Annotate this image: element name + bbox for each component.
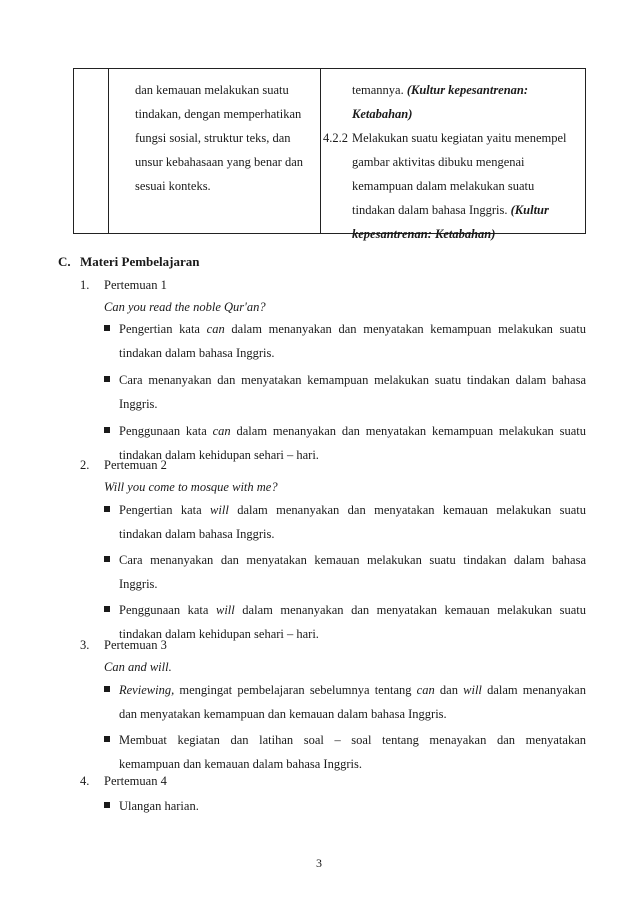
meeting-subtitle: Can you read the noble Qur'an? xyxy=(104,300,266,314)
list-item xyxy=(104,728,586,776)
section-letter: C. xyxy=(58,254,71,269)
bullet-text: dan menyatakan kemampuan dan kemauan dalam bahasa Inggris. xyxy=(119,707,447,721)
list-item xyxy=(104,548,586,596)
bullet-list xyxy=(104,498,586,646)
table-text: tindakan dalam bahasa Inggris. xyxy=(352,203,511,217)
section-title: Materi Pembelajaran xyxy=(80,254,200,269)
bullet-text: dalam menanyakan dan menyatakan kemampuan melakukan suatu xyxy=(224,322,586,336)
keyword: can xyxy=(416,683,435,697)
bullet-text: Penggunaan kata xyxy=(119,603,216,617)
meeting-subtitle: Will you come to mosque with me? xyxy=(104,480,278,494)
bullet-text: Ulangan harian. xyxy=(119,799,199,813)
bullet-text: Pengertian kata xyxy=(119,503,211,517)
table-line: kemampuan dalam melakukan suatu xyxy=(352,179,535,193)
keyword: will xyxy=(216,603,235,617)
page-number: 3 xyxy=(316,856,322,870)
culture-note: (Kultur kepesantrenan: xyxy=(406,83,529,97)
bullet-list xyxy=(104,317,586,467)
bullet-text: Inggris. xyxy=(119,577,158,591)
table-line: unsur kebahasaan yang benar dan xyxy=(135,155,303,169)
keyword: can xyxy=(212,424,231,438)
table-line: dan kemauan melakukan suatu xyxy=(135,83,289,97)
bullet-text: Penggunaan kata xyxy=(119,424,213,438)
table-line xyxy=(323,126,567,150)
indicator-code: 4.2.2 xyxy=(323,131,348,145)
table-line xyxy=(352,198,567,222)
bullet-text: tindakan dalam bahasa Inggris. xyxy=(119,527,275,541)
bullet-text: Membuat kegiatan dan latihan soal – soal tentang menayakan dan menyatakan xyxy=(119,733,586,747)
list-item xyxy=(104,498,586,546)
bullet-text: Cara menanyakan dan menyatakan kemauan melakukan suatu tindakan dalam bahasa xyxy=(119,553,586,567)
list-item xyxy=(104,419,586,467)
keyword: Reviewing, xyxy=(119,683,175,697)
bullet-text: dalam menanyakan dan menyatakan kemauan melakukan suatu xyxy=(234,603,586,617)
bullet-text: Inggris. xyxy=(119,397,158,411)
table-divider xyxy=(108,69,109,233)
list-item xyxy=(104,598,586,646)
meeting-subtitle: Can and will. xyxy=(104,660,172,674)
list-item xyxy=(104,678,586,726)
list-item xyxy=(104,317,586,365)
keyword: will xyxy=(210,503,229,517)
list-item xyxy=(104,368,586,416)
table-cell-right xyxy=(323,78,567,246)
table-cell-middle xyxy=(135,78,303,198)
table-text: temannya. xyxy=(352,83,407,97)
bullet-text: Pengertian kata xyxy=(119,322,207,336)
culture-note: (Kultur xyxy=(510,203,549,217)
bullet-text: kemampuan dan kemauan dalam bahasa Inggris. xyxy=(119,757,362,771)
keyword: will xyxy=(463,683,482,697)
table-divider xyxy=(320,69,321,233)
bullet-text: mengingat pembelajaran sebelumnya tentang xyxy=(174,683,417,697)
table-text: Melakukan suatu kegiatan yaitu menempel xyxy=(352,131,567,145)
culture-note: kepesantrenan: Ketabahan) xyxy=(352,227,496,241)
list-item xyxy=(104,794,586,818)
meeting-number: 1. xyxy=(80,278,90,292)
bullet-list xyxy=(104,678,586,776)
meeting-heading: Pertemuan 1 xyxy=(104,278,167,292)
table-line xyxy=(352,78,567,102)
meeting-number: 4. xyxy=(80,774,90,788)
bullet-text: dan xyxy=(434,683,464,697)
bullet-list xyxy=(104,794,586,818)
bullet-text: dalam menanyakan dan menyatakan kemampuan melakukan suatu xyxy=(230,424,586,438)
culture-note: Ketabahan) xyxy=(352,107,413,121)
meeting-heading: Pertemuan 4 xyxy=(104,774,167,788)
bullet-text: dalam menanyakan xyxy=(481,683,586,697)
bullet-text: tindakan dalam bahasa Inggris. xyxy=(119,346,275,360)
bullet-text: dalam menanyakan dan menyatakan kemauan melakukan suatu xyxy=(228,503,586,517)
meeting-number: 2. xyxy=(80,458,90,472)
table-line: fungsi sosial, struktur teks, dan xyxy=(135,131,291,145)
meeting-heading: Pertemuan 3 xyxy=(104,638,167,652)
bullet-text: tindakan dalam kehidupan sehari – hari. xyxy=(119,448,319,462)
keyword: can xyxy=(206,322,225,336)
table-line: gambar aktivitas dibuku mengenai xyxy=(352,155,525,169)
bullet-text: Cara menanyakan dan menyatakan kemampuan melakukan suatu tindakan dalam bahasa xyxy=(119,373,586,387)
section-heading xyxy=(58,254,199,270)
bullet-text: tindakan dalam kehidupan sehari – hari. xyxy=(119,627,319,641)
table-line: tindakan, dengan memperhatikan xyxy=(135,107,302,121)
meeting-heading: Pertemuan 2 xyxy=(104,458,167,472)
meeting-number: 3. xyxy=(80,638,90,652)
table-line: sesuai konteks. xyxy=(135,179,211,193)
